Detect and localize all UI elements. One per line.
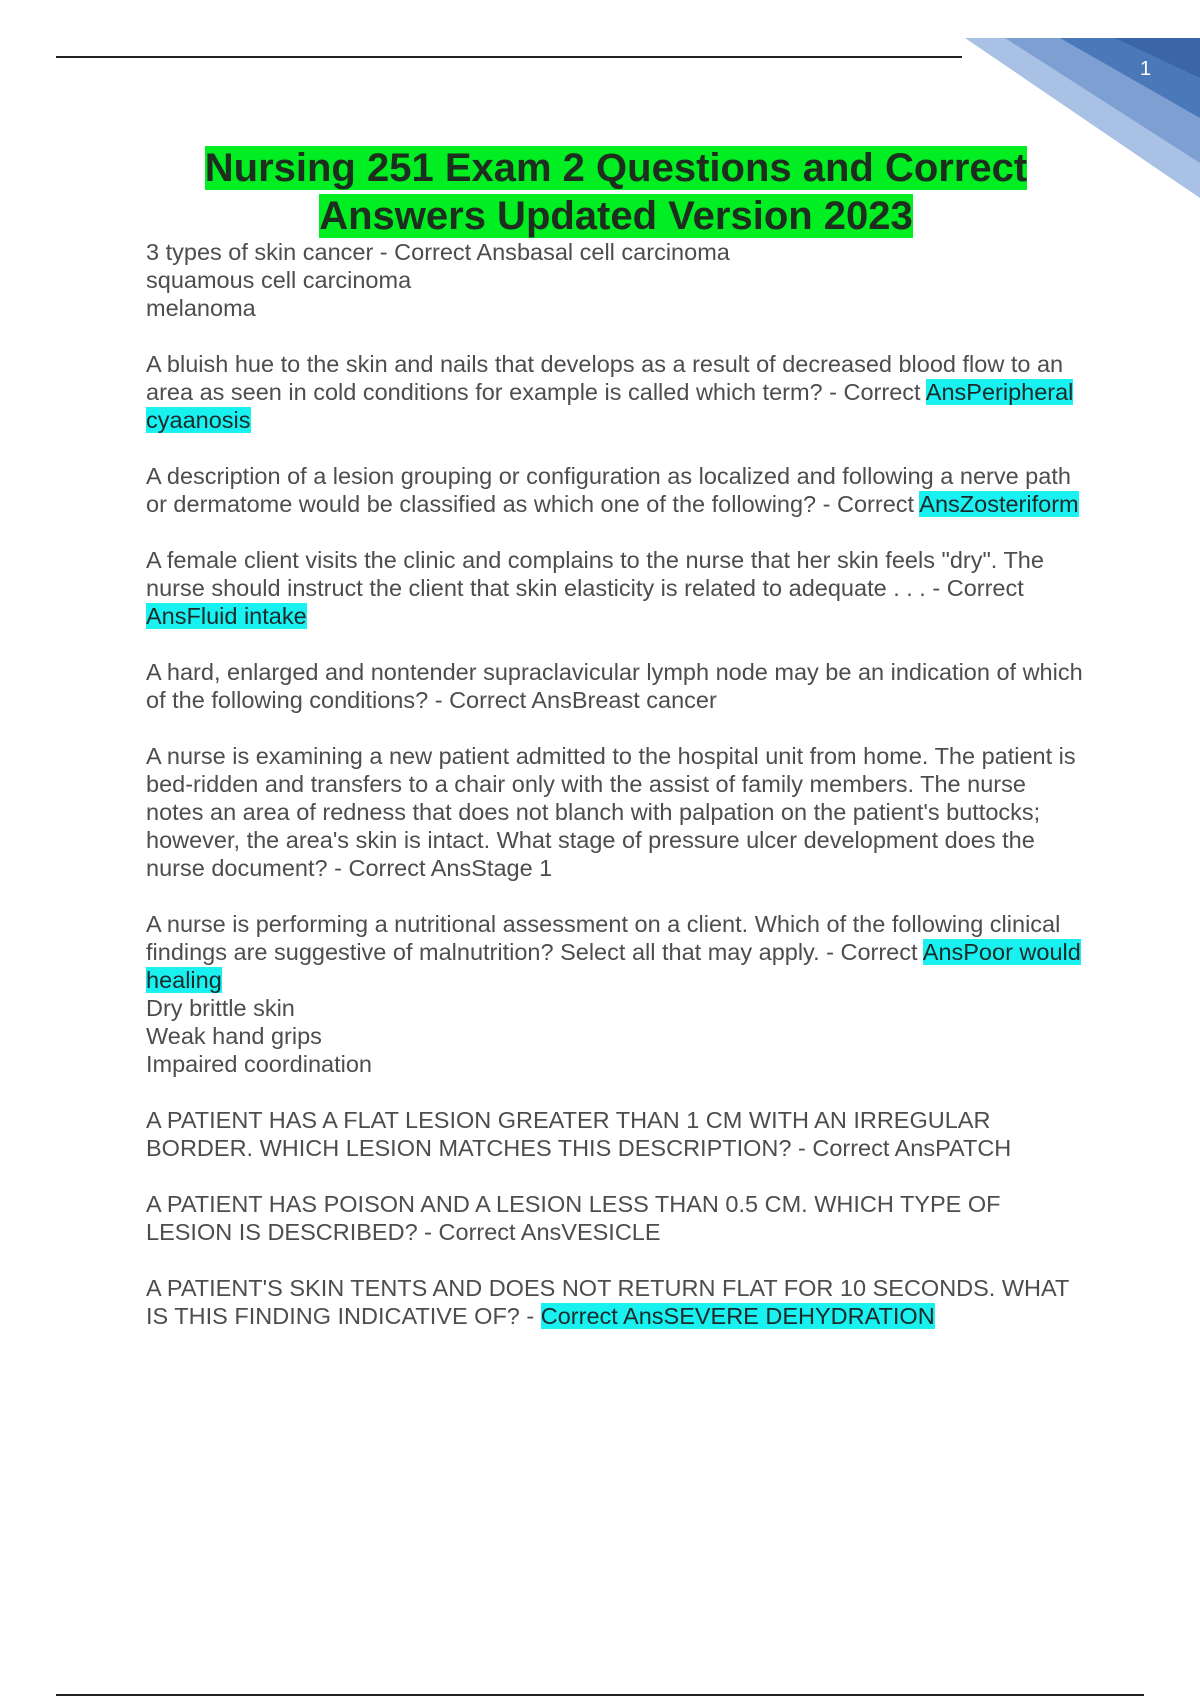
question-text: A description of a lesion grouping or configuration as localized and following a nerve path or dermatome would be classified as which one of the following? - Correct [146, 463, 1071, 517]
qa-list [146, 238, 1086, 1358]
question-text: A bluish hue to the skin and nails that develops as a result of decreased blood flow to an area as seen in cold conditions for example is called which term? - Correct [146, 351, 1064, 405]
qa-item [146, 1106, 1086, 1162]
question-text: 3 types of skin cancer - Correct Ans [146, 239, 517, 265]
question-text: A female client visits the clinic and complains to the nurse that her skin feels "dry". The nurse should instruct the client that skin elasticity is related to adequate . . . - Correct [146, 547, 1044, 601]
answer-extra: squamous cell carcinoma [146, 267, 412, 293]
qa-item [146, 1190, 1086, 1246]
question-text: A nurse is performing a nutritional assessment on a client. Which of the following clinical findings are suggestive of malnutrition? Select all that may apply. - Correct [146, 911, 1061, 965]
qa-item [146, 546, 1086, 630]
question-text: A nurse is examining a new patient admitted to the hospital unit from home. The patient is bed-ridden and transfers to a chair only with the assist of family members. The nurse notes an area of redness that does not blanch with palpation on the patient's buttocks; however, the area's skin is intact. What stage of pressure ulcer development does the nurse document? - Correct AnsStage 1 [146, 743, 1076, 881]
page-number: 1 [1140, 58, 1152, 80]
qa-item [146, 1274, 1086, 1330]
answer-highlight: AnsFluid intake [146, 603, 307, 629]
qa-item [146, 742, 1086, 882]
qa-item [146, 462, 1086, 518]
footer-rule [56, 1694, 1144, 1696]
answer-highlight: AnsPeripheral cyaanosis [146, 379, 1074, 433]
question-text: A hard, enlarged and nontender supraclavicular lymph node may be an indication of which of the following conditions? - Correct AnsBreast cancer [146, 659, 1083, 713]
question-text: A PATIENT'S SKIN TENTS AND DOES NOT RETURN FLAT FOR 10 SECONDS. WHAT IS THIS FINDING INDICATIVE OF? - [146, 1275, 1069, 1329]
answer-extra: Impaired coordination [146, 1051, 372, 1077]
answer-highlight: Correct AnsSEVERE DEHYDRATION [540, 1303, 935, 1329]
answer-extra: melanoma [146, 295, 256, 321]
qa-item [146, 658, 1086, 714]
header-rule [56, 56, 962, 58]
question-text: A PATIENT HAS POISON AND A LESION LESS THAN 0.5 CM. WHICH TYPE OF LESION IS DESCRIBED? - Correct AnsVESICLE [146, 1191, 1001, 1245]
question-text: A PATIENT HAS A FLAT LESION GREATER THAN 1 CM WITH AN IRREGULAR BORDER. WHICH LESION MATCHES THIS DESCRIPTION? - Correct AnsPATCH [146, 1107, 1012, 1161]
qa-item [146, 910, 1086, 1078]
title-block [120, 144, 1112, 240]
qa-item [146, 350, 1086, 434]
answer-highlight: AnsZosteriform [919, 491, 1079, 517]
answer-highlight: AnsPoor would healing [146, 939, 1081, 993]
answer-extra: Dry brittle skin [146, 995, 295, 1021]
answer-text: basal cell carcinoma [516, 239, 730, 265]
qa-item [146, 238, 1086, 322]
document-title: Nursing 251 Exam 2 Questions and Correct Answers Updated Version 2023 [204, 146, 1028, 238]
answer-extra: Weak hand grips [146, 1023, 322, 1049]
